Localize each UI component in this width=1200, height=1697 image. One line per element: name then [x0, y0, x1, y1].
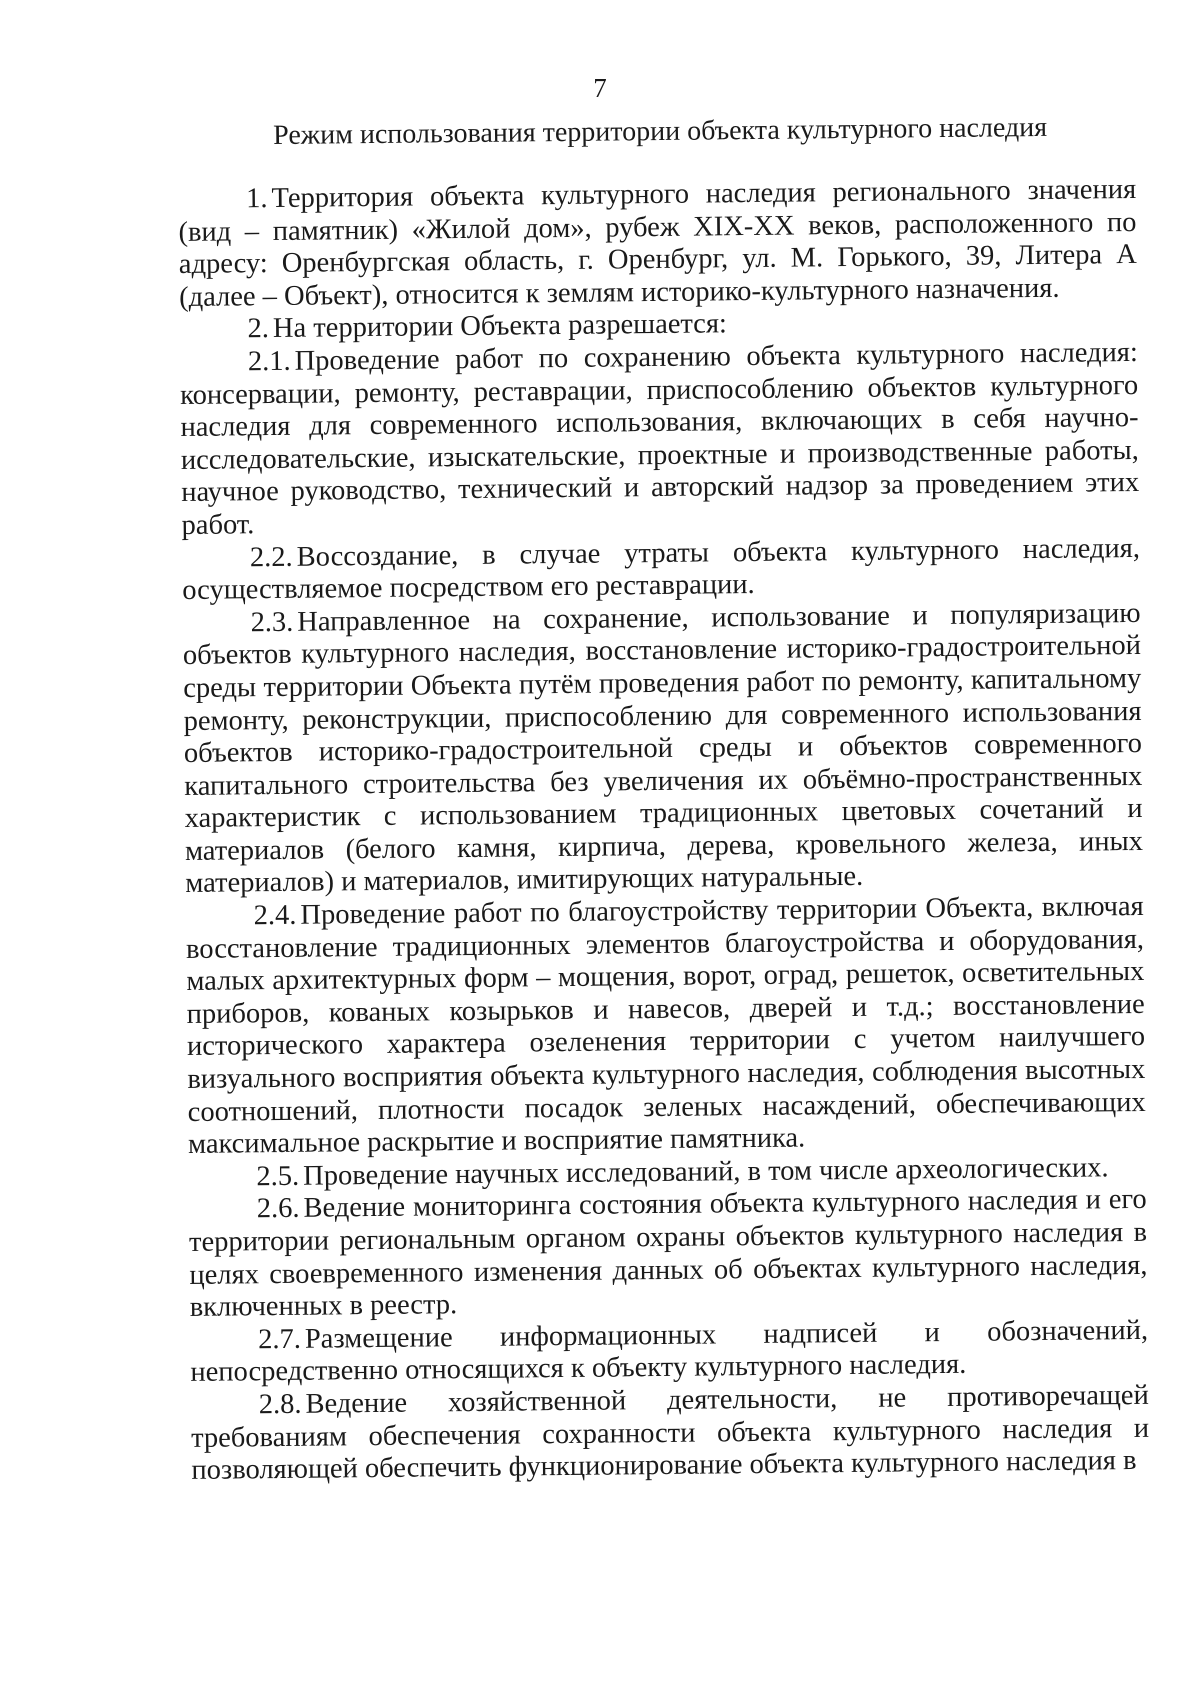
paragraph-text: На территории Объекта разрешается: — [272, 308, 728, 345]
paragraph-text: Размещение информационных надписей и обозначений, непосредственно относящихся к объекту культурного наследия. — [190, 1314, 1149, 1389]
paragraph-number: 2.2. — [249, 541, 293, 573]
paragraph-2-2 — [182, 532, 1141, 607]
paragraph-2-7 — [190, 1315, 1149, 1390]
paragraph-text: Ведение хозяйственной деятельности, не противоречащей требованиям обеспечения сохранности объекта культурного наследия и позволяющей обеспечить функционирование объекта культурного наследия в — [190, 1379, 1150, 1487]
paragraph-number: 2.7. — [257, 1323, 302, 1356]
document-title: Режим использования территории объекта культурного наследия — [273, 111, 1048, 152]
paragraph-number: 1. — [245, 183, 268, 215]
paragraph-2-6 — [189, 1184, 1148, 1324]
paragraph-2-4 — [186, 891, 1147, 1162]
paragraph-number: 2.8. — [258, 1388, 302, 1421]
paragraph-text: Территория объекта культурного наследия регионального значения (вид – памятник) «Жилой дом», рубеж XIX-XX веков, расположенного по адресу: Оренбургская область, г. Оренбург, ул. М. Горького, 39, Литера А (далее – Объект), относится к землям историко-культурного назначения. — [178, 173, 1137, 313]
paragraph-text: Направленное на сохранение, использование и популяризацию объектов культурного наследия, восстановление историко-градостроительной среды территории Объекта путём проведения работ по ремонту, капитальному ремонту, реконструкции, приспособлению для современного использования объектов историко-градостроительной среды и объектов современного капитального строительства без увеличения их объёмно-пространственных характеристик с использованием традиционных цветовых сочетаний и материалов (белого камня, кирпича, дерева, кровельного железа, иных материалов) и материалов, имитирующих натуральные. — [182, 597, 1144, 900]
paragraph-1 — [178, 174, 1137, 314]
paragraph-number: 2.6. — [256, 1193, 300, 1225]
page-number: 7 — [593, 73, 607, 103]
document-body — [178, 174, 1150, 1488]
paragraph-number: 2. — [247, 313, 270, 345]
paragraph-number: 2.1. — [247, 345, 291, 378]
paragraph-number: 2.3. — [250, 606, 294, 638]
paragraph-text: Ведение мониторинга состояния объекта культурного наследия и его территории региональным органом охраны объектов культурного наследия в целях своевременного изменения данных об объектах культурного наследия, включенных в реестр. — [188, 1184, 1148, 1324]
paragraph-number: 2.5. — [256, 1160, 300, 1193]
paragraph-text: Воссоздание, в случае утраты объекта культурного наследия, осуществляемое посредством его реставрации. — [182, 532, 1141, 607]
paragraph-text: Проведение научных исследований, в том числе археологических. — [302, 1152, 1109, 1192]
paragraph-text: Проведение работ по благоустройству территории Объекта, включая восстановление традиционных элементов благоустройства и оборудования, малых архитектурных форм – мощения, ворот, оград, решеток, осветительных приборов, кованых козырьков и навесов, дверей и т.д.; восстановление исторического характера озеленения территории с учетом наилучшего визуального восприятия объекта культурного наследия, соблюдения высотных соотношений, плотности посадок зеленых насаждений, обеспечивающих максимальное раскрытие и восприятие памятника. — [185, 890, 1146, 1161]
paragraph-2-1 — [180, 337, 1140, 543]
paragraph-2-3 — [182, 598, 1143, 901]
paragraph-2-8 — [191, 1380, 1150, 1488]
paragraph-number: 2.4. — [253, 899, 297, 932]
paragraph-text: Проведение работ по сохранению объекта культурного наследия: консервации, ремонту, реставрации, приспособлению объектов культурного наследия для современного использования, включающих в себя научно-исследовательские, изыскательские, проектные и производственные работы, научное руководство, технический и авторский надзор за проведением этих работ. — [180, 336, 1140, 541]
